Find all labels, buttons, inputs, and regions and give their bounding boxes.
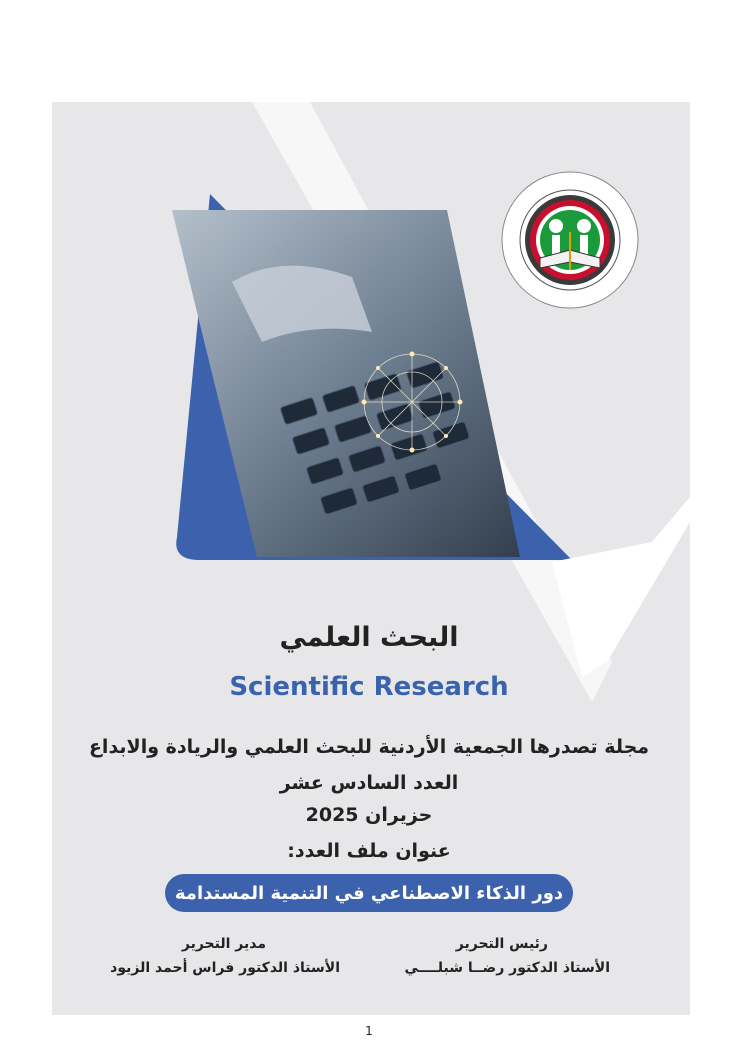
issue-number: العدد السادس عشر: [279, 772, 459, 794]
society-logo: [490, 170, 650, 310]
managing-editor-name: الأستاذ الدكتور فراس أحمد الزيود: [110, 960, 340, 976]
journal-title-english: Scientific Research: [229, 672, 509, 702]
managing-editor-role: مدير التحرير: [181, 936, 266, 952]
publisher-line: مجلة تصدرها الجمعية الأردنية للبحث العلمي والريادة والابداع: [88, 736, 650, 758]
page-number: 1: [365, 1024, 373, 1038]
journal-title-arabic: البحث العلمي: [279, 622, 459, 653]
chief-editor-role: رئيس التحرير: [455, 936, 548, 952]
theme-label: عنوان ملف العدد:: [287, 840, 451, 862]
chief-editor-name: الأستاذ الدكتور رضــا شبلــــي: [404, 960, 610, 976]
theme-banner: دور الذكاء الاصطناعي في التنمية المستدامة: [165, 874, 573, 912]
issue-date: حزيران 2025: [305, 804, 433, 826]
